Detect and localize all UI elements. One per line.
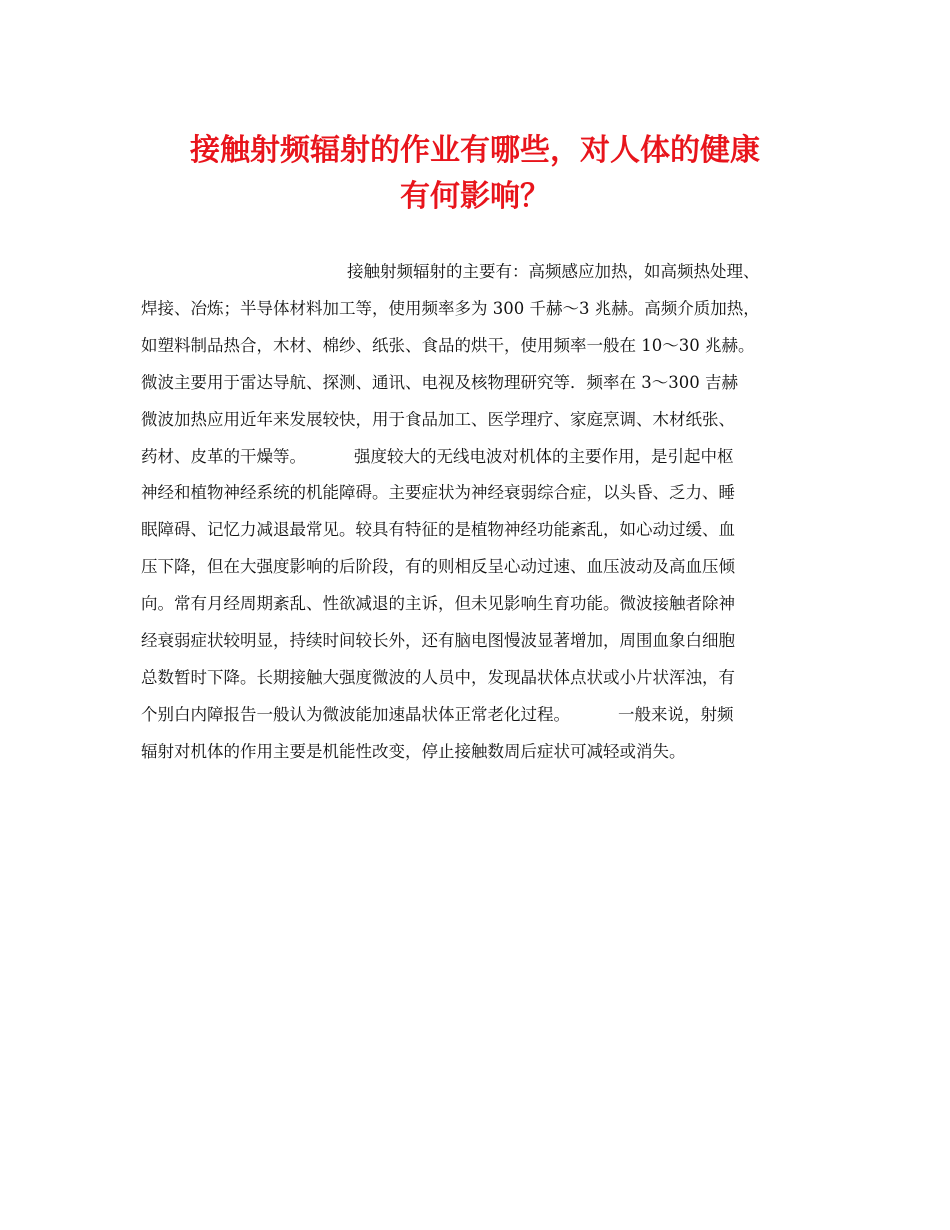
- text-line: 焊接、冶炼；半导体材料加工等，使用频率多为 300 千赫～3 兆赫。高频介质加热，: [141, 298, 760, 318]
- text-segment: 个别白内障报告一般认为微波能加速晶状体正常老化过程。: [141, 704, 570, 724]
- text-line: 压下降，但在大强度影响的后阶段，有的则相反呈心动过速、血压波动及高血压倾: [141, 557, 735, 577]
- text-segment: 一般来说，射频: [618, 704, 734, 724]
- text-line: 如塑料制品热合，木材、棉纱、纸张、食品的烘干，使用频率一般在 10～30 兆赫。: [141, 335, 755, 355]
- text-line: 总数暂时下降。长期接触大强度微波的人员中，发现晶状体点状或小片状浑浊，有: [141, 667, 735, 687]
- text-segment: 药材、皮革的干燥等。: [141, 446, 306, 466]
- page-title: [120, 128, 830, 220]
- text-line: 微波加热应用近年来发展较快，用于食品加工、医学理疗、家庭烹调、木材纸张、: [141, 409, 735, 429]
- text-segment: 接触射频辐射的主要有：高频感应加热，如高频热处理、: [347, 262, 760, 281]
- text-line: [141, 697, 831, 734]
- text-line: 神经和植物神经系统的机能障碍。主要症状为神经衰弱综合症，以头昏、乏力、睡: [141, 483, 735, 503]
- text-segment: 强度较大的无线电波对机体的主要作用，是引起中枢: [354, 446, 734, 466]
- text-line: [141, 439, 831, 476]
- text-line: 向。常有月经周期紊乱、性欲减退的主诉，但未见影响生育功能。微波接触者除神: [141, 594, 735, 614]
- title-line-1: 接触射频辐射的作业有哪些，对人体的健康: [190, 133, 760, 168]
- text-line: 经衰弱症状较明显，持续时间较长外，还有脑电图慢波显著增加，周围血象白细胞: [141, 631, 735, 651]
- title-line-2: 有何影响？: [400, 179, 550, 214]
- text-line: [141, 254, 831, 291]
- body-paragraph: [141, 254, 831, 771]
- text-line: 微波主要用于雷达导航、探测、通讯、电视及核物理研究等．频率在 3～300 吉赫: [141, 372, 738, 392]
- text-line: 眠障碍、记忆力减退最常见。较具有特征的是植物神经功能紊乱，如心动过缓、血: [141, 520, 735, 540]
- text-line: 辐射对机体的作用主要是机能性改变，停止接触数周后症状可减轻或消失。: [141, 741, 686, 761]
